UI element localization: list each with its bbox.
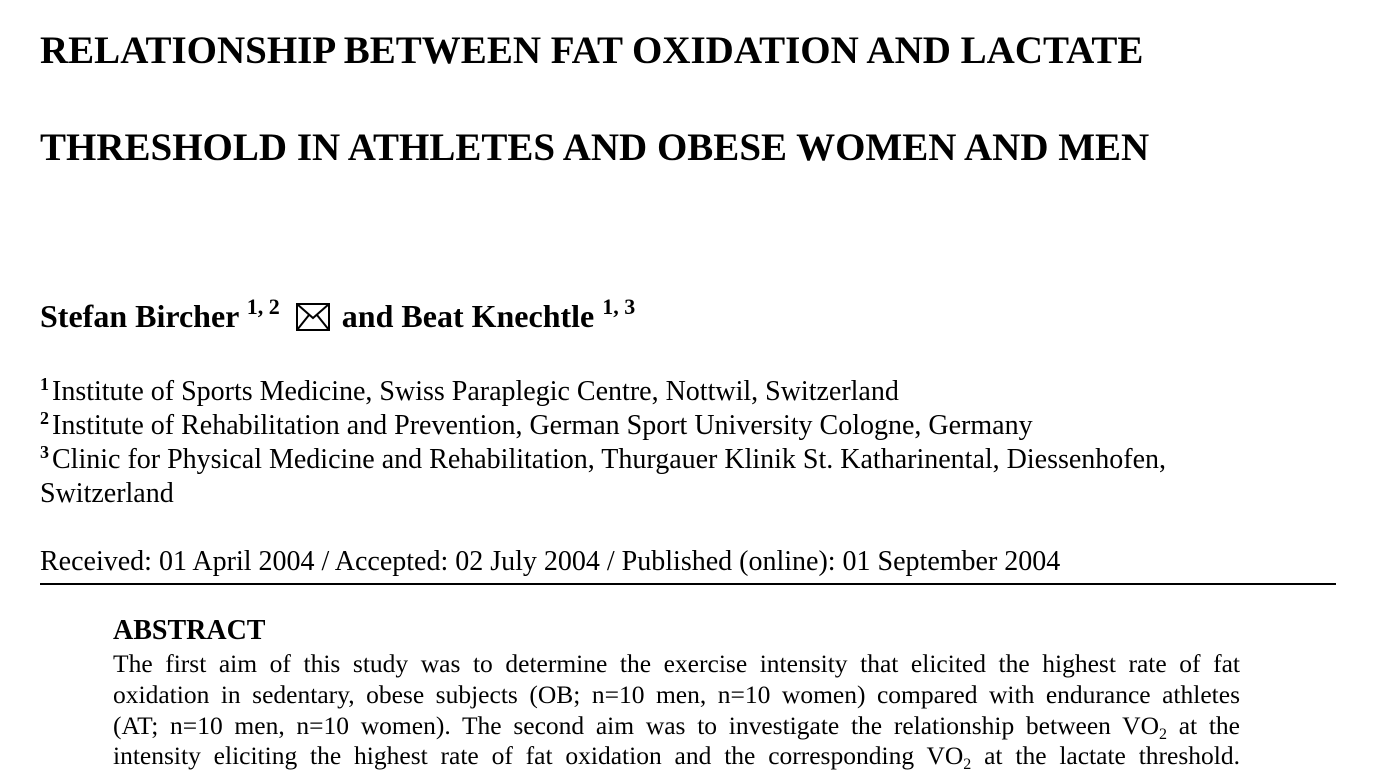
abstract-heading: ABSTRACT (113, 615, 266, 646)
title-line-1: RELATIONSHIP BETWEEN FAT OXIDATION AND LACTATE (40, 29, 1144, 72)
affiliation-2 (40, 409, 1033, 443)
author-affiliation-marker: 1, 3 (602, 294, 636, 319)
abstract-line (113, 740, 1240, 771)
author-name: Stefan Bircher (40, 298, 239, 334)
affiliation-number: 2 (40, 408, 49, 428)
abstract-text: at the (1166, 711, 1240, 740)
divider (40, 583, 1336, 585)
abstract-line: The first aim of this study was to determine the exercise intensity that elicited the highest rate of fat (113, 649, 1240, 678)
title-line-2: THRESHOLD IN ATHLETES AND OBESE WOMEN AND MEN (40, 126, 1150, 169)
affiliation-3 (40, 443, 1166, 477)
affiliation-number: 3 (40, 442, 49, 462)
subscript: 2 (1158, 726, 1167, 743)
author-name: Beat Knechtle (401, 298, 595, 334)
abstract-text: intensity eliciting the highest rate of fat oxidation and the corresponding VO (113, 741, 964, 770)
affiliation-text: Institute of Sports Medicine, Swiss Paraplegic Centre, Nottwil, Switzerland (52, 376, 899, 407)
author-affiliation-marker: 1, 2 (246, 294, 280, 319)
author-connector: and (341, 298, 394, 334)
affiliation-3-continuation: Switzerland (40, 478, 174, 509)
affiliation-text: Institute of Rehabilitation and Prevention, German Sport University Cologne, Germany (52, 410, 1033, 441)
affiliation-number: 1 (40, 374, 49, 394)
abstract-line (113, 710, 1240, 741)
affiliation-text: Clinic for Physical Medicine and Rehabilitation, Thurgauer Klinik St. Katharinental, Diessenhofen, (52, 444, 1167, 475)
publication-dates: Received: 01 April 2004 / Accepted: 02 July 2004 / Published (online): 01 September 2004 (40, 546, 1061, 577)
abstract-text: (AT; n=10 men, n=10 women). The second aim was to investigate the relationship between VO (113, 711, 1159, 740)
envelope-icon[interactable] (296, 297, 330, 343)
author-list (40, 293, 635, 343)
abstract-line: oxidation in sedentary, obese subjects (OB; n=10 men, n=10 women) compared with endurance athletes (113, 680, 1240, 709)
subscript: 2 (963, 756, 972, 773)
abstract-text: at the lactate threshold. (971, 741, 1240, 770)
affiliation-1 (40, 375, 899, 409)
